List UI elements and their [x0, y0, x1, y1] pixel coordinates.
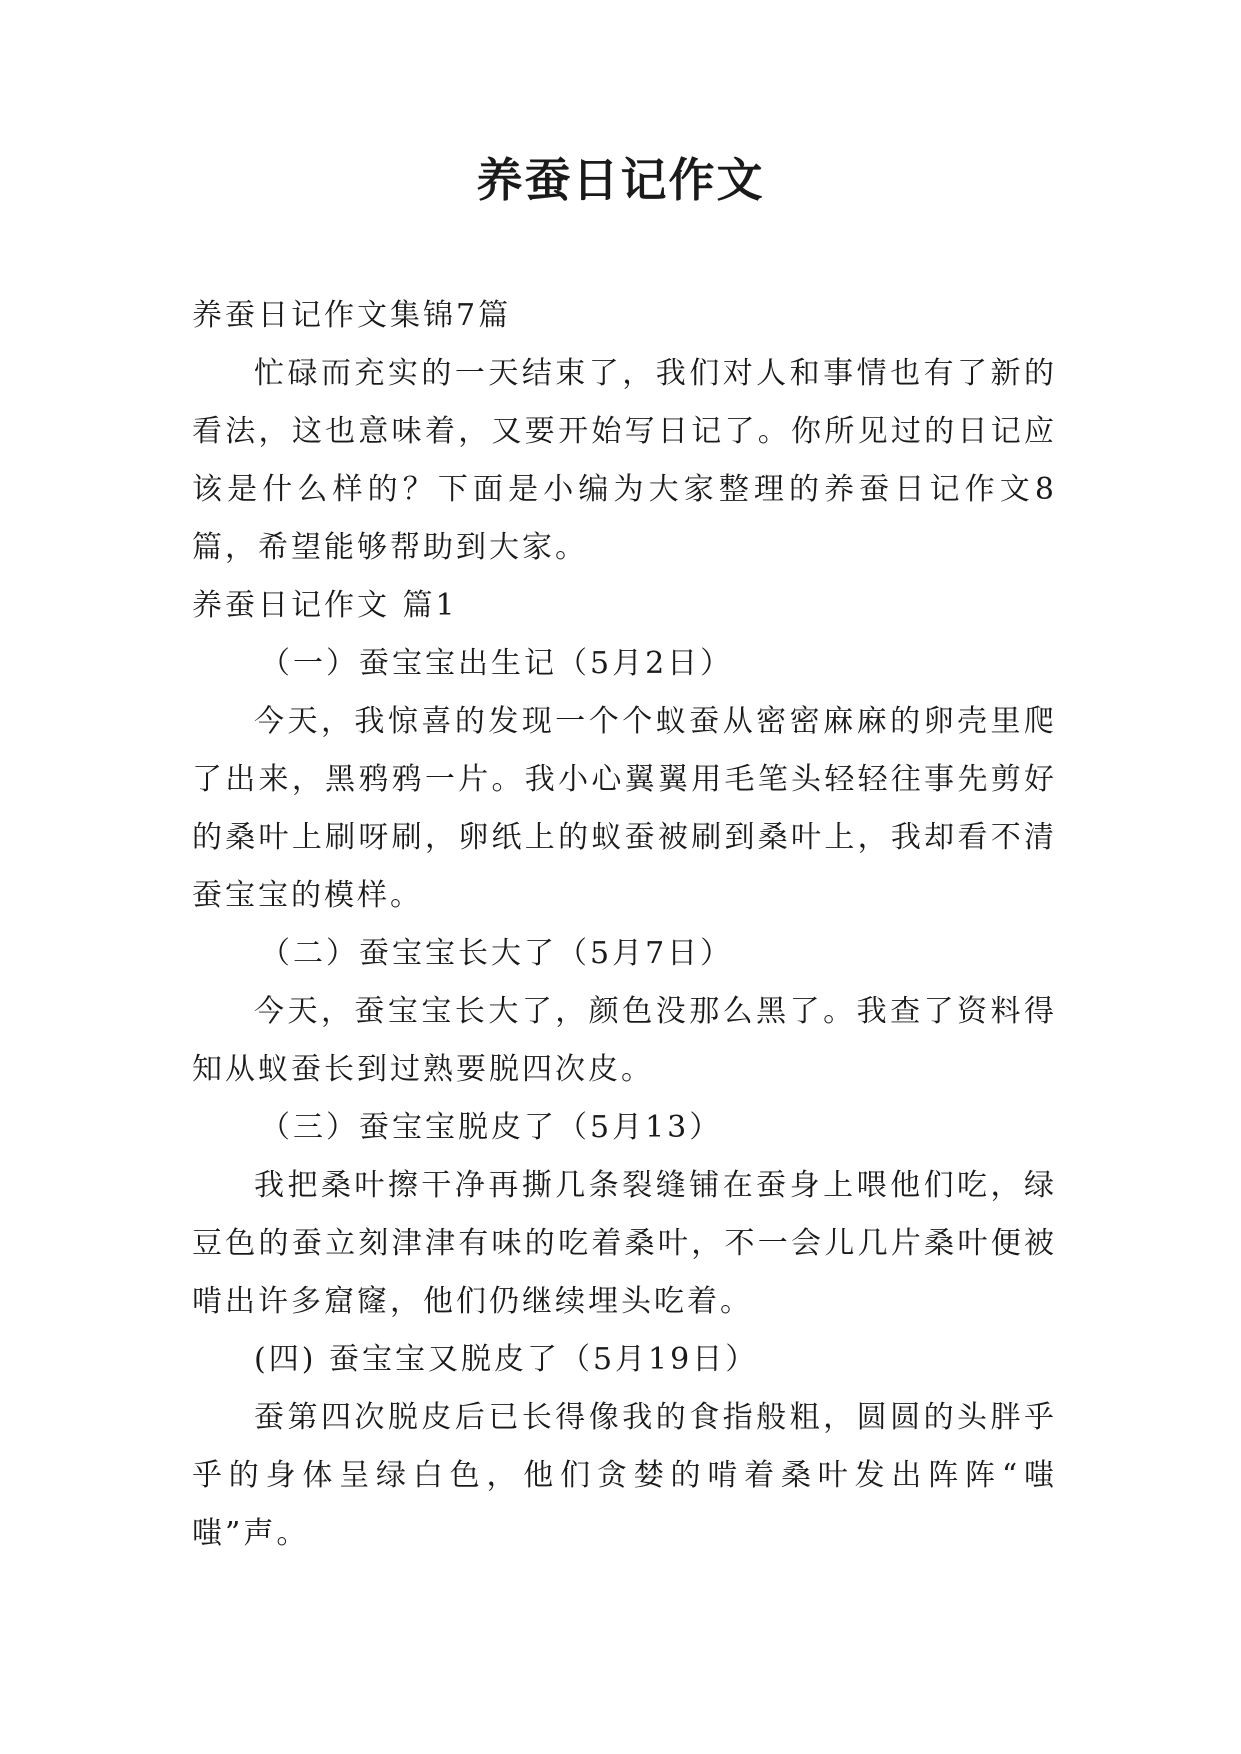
entry-body-2: 今天，蚕宝宝长大了，颜色没那么黑了。我查了资料得知从蚁蚕长到过熟要脱四次皮。	[192, 994, 1057, 1087]
collection-heading: 养蚕日记作文集锦7篇	[192, 298, 512, 333]
document-title: 养蚕日记作文	[476, 153, 765, 207]
entry-heading-1: （一）蚕宝宝出生记（5月2日）	[260, 646, 734, 681]
entry-body-3: 我把桑叶擦干净再撕几条裂缝铺在蚕身上喂他们吃，绿豆色的蚕立刻津津有味的吃着桑叶，不一会儿几片桑叶便被啃出许多窟窿，他们仍继续埋头吃着。	[192, 1168, 1057, 1319]
entry-heading-3: （三）蚕宝宝脱皮了（5月13）	[260, 1110, 723, 1145]
intro-paragraph: 忙碌而充实的一天结束了，我们对人和事情也有了新的看法，这也意味着，又要开始写日记了。你所见过的日记应该是什么样的？下面是小编为大家整理的养蚕日记作文8篇，希望能够帮助到大家。	[192, 356, 1057, 565]
entry-body-4: 蚕第四次脱皮后已长得像我的食指般粗，圆圆的头胖乎乎的身体呈绿白色，他们贪婪的啃着桑叶发出阵阵“嗤嗤”声。	[192, 1400, 1057, 1551]
entry-heading-4: (四) 蚕宝宝又脱皮了（5月19日）	[254, 1342, 759, 1377]
section-heading: 养蚕日记作文 篇1	[192, 588, 458, 623]
entry-heading-2: （二）蚕宝宝长大了（5月7日）	[260, 936, 734, 971]
document-body	[192, 287, 1057, 1563]
entry-body-1: 今天，我惊喜的发现一个个蚁蚕从密密麻麻的卵壳里爬了出来，黑鸦鸦一片。我小心翼翼用毛笔头轻轻往事先剪好的桑叶上刷呀刷，卵纸上的蚁蚕被刷到桑叶上，我却看不清蚕宝宝的模样。	[192, 704, 1057, 913]
